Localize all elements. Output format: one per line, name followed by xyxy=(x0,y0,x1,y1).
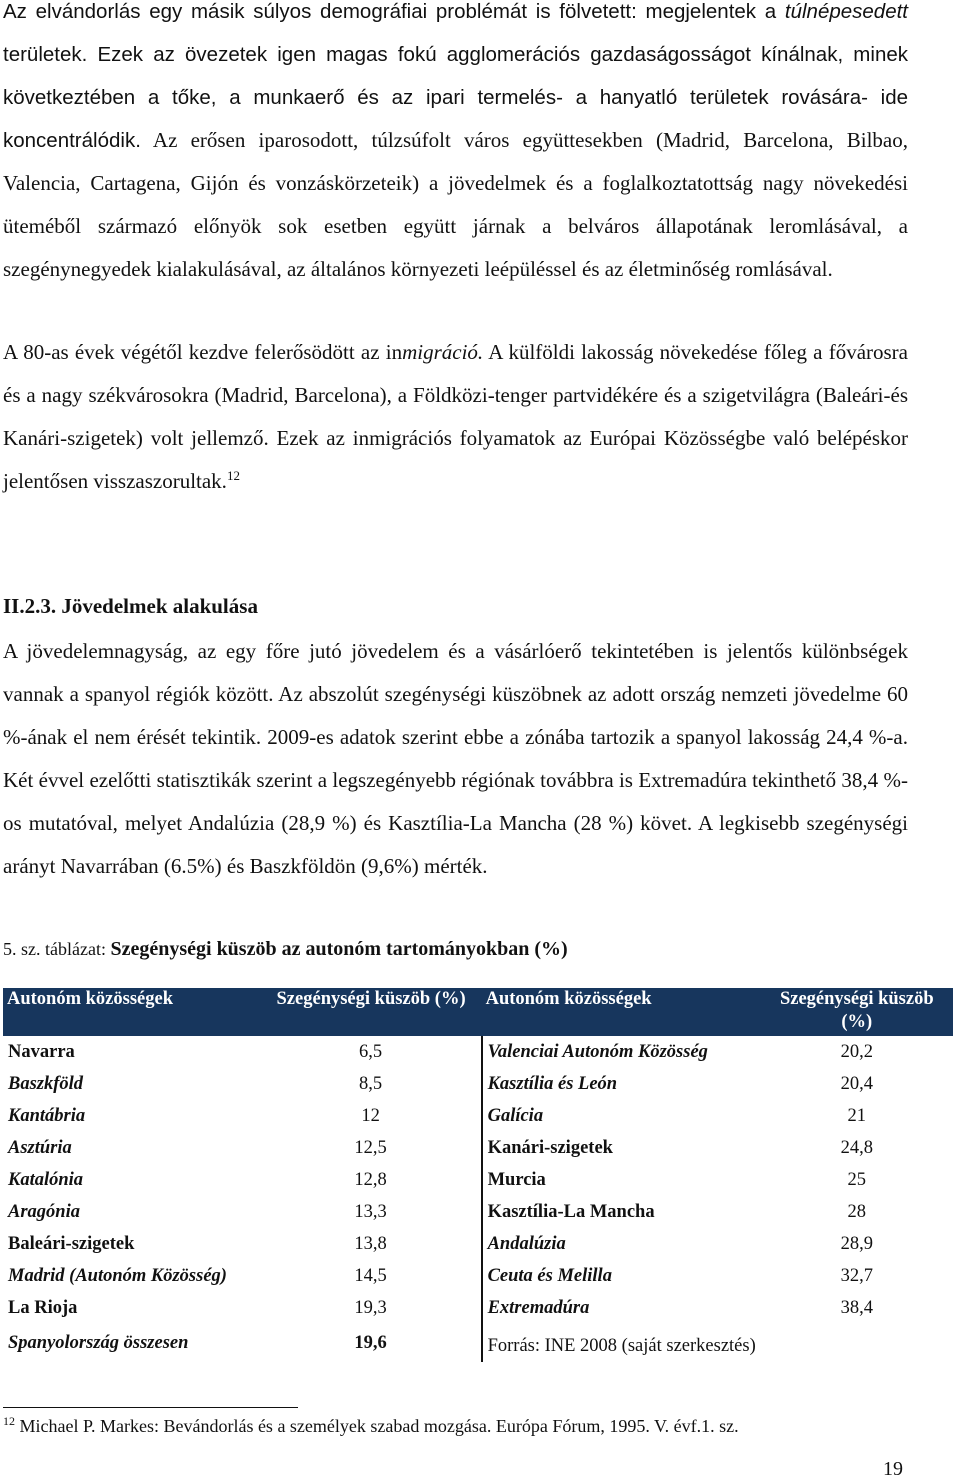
footnote-reference[interactable]: 12 xyxy=(226,468,240,483)
total-label: Spanyolország összesen xyxy=(8,1333,189,1353)
total-value: 19,6 xyxy=(354,1333,387,1353)
header-region-1: Autonóm közösségek xyxy=(3,988,261,1036)
header-region-2: Autonóm közösségek xyxy=(482,988,761,1036)
table-row: Aragónia 13,3 Kasztília-La Mancha 28 xyxy=(3,1196,953,1228)
table-row: Katalónia 12,8 Murcia 25 xyxy=(3,1164,953,1196)
section-heading: II.2.3. Jövedelmek alakulása xyxy=(3,594,258,618)
table-caption: 5. sz. táblázat: Szegénységi küszöb az autonóm tartományokban (%) xyxy=(3,938,568,960)
header-threshold-1: Szegénységi küszöb (%) xyxy=(261,988,482,1036)
table-row: Madrid (Autonóm Közösség) 14,5 Ceuta és Melilla 32,7 xyxy=(3,1260,953,1292)
paragraph-income: A jövedelemnagyság, az egy főre jutó jövedelem és a vásárlóerő tekintetében is jelentős különbségek vannak a spanyol régiók között. Az abszolút szegénységi küszöbnek az adott ország nemzeti jövedelme 60 %-ának el nem érését tekintik. 2009-es adatok szerint ebbe a zónába tartozik a spanyol lakosság 24,4 %-a. Két évvel ezelőtti statisztikák szerint a legszegényebb régiónak továbbra is Extremadúra tekinthető 38,4 %-os mutatóval, melyet Andalúzia (28,9 %) és Kasztília-La Mancha (28 %) követ. A legkisebb szegénységi arányt Navarrában (6.5%) és Baszkföldön (9,6%) mérték. xyxy=(3,639,908,878)
paragraph-immigration: A 80-as évek végétől kezdve felerősödött az inmigráció. A külföldi lakosság növekedése főleg a fővárosra és a nagy székvárosokra (Madrid, Barcelona), a Földközi-tenger partvidékére és a szigetvilágra (Baleári-és Kanári-szigetek) volt jellemző. Ezek az inmigrációs folyamatok az Európai Közösségbe való belépéskor jelentősen visszaszorultak.$^{12}$ xyxy=(3,340,908,493)
page-number: 19 xyxy=(883,1458,903,1480)
table-row: Asztúria 12,5 Kanári-szigetek 24,8 xyxy=(3,1132,953,1164)
table-header-row xyxy=(3,988,953,1036)
table-source: Forrás: INE 2008 (saját szerkesztés) xyxy=(482,1324,953,1362)
poverty-threshold-table xyxy=(3,988,953,1362)
paragraph-emigration: Az elvándorlás egy másik súlyos demográfiai problémát is fölvetett: megjelentek a túlnépesedett területek. Ezek az övezetek igen magas fokú agglomerációs gazdaságosságot kínálnak, minek következtében a tőke, a munkaerő és az ipari termelés- a hanyatló területek rovására- ide koncentrálódik. Az erősen iparosodott, túlzsúfolt város együttesekben (Madrid, Barcelona, Bilbao, Valencia, Cartagena, Gijón és vonzáskörzeteik) a jövedelmek és a foglalkoztatottság nagy növekedési üteméből származó előnyök sok esetben együtt járnak a belváros állapotának leromlásával, a szegénynegyedek kialakulásával, az általános környezeti leépüléssel és az életminőség romlásával. xyxy=(3,0,908,281)
table-row: La Rioja 19,3 Extremadúra 38,4 xyxy=(3,1292,953,1324)
footnote: $^{12}$ Michael P. Markes: Bevándorlás és a személyek szabad mozgása. Európa Fórum, 1995. V. évf.1. sz. xyxy=(3,1414,739,1436)
footnote-number: 12 xyxy=(3,1414,15,1428)
footnote-divider xyxy=(3,1407,298,1408)
table-row: Baleári-szigetek 13,8 Andalúzia 28,9 xyxy=(3,1228,953,1260)
table-total-row xyxy=(3,1324,953,1362)
header-threshold-2: Szegénységi küszöb (%) xyxy=(761,988,953,1036)
table-row: Kantábria 12 Galícia 21 xyxy=(3,1100,953,1132)
table-row: Baszkföld 8,5 Kasztília és León 20,4 xyxy=(3,1068,953,1100)
table-row: Navarra 6,5 Valenciai Autonóm Közösség 20,2 xyxy=(3,1036,953,1068)
